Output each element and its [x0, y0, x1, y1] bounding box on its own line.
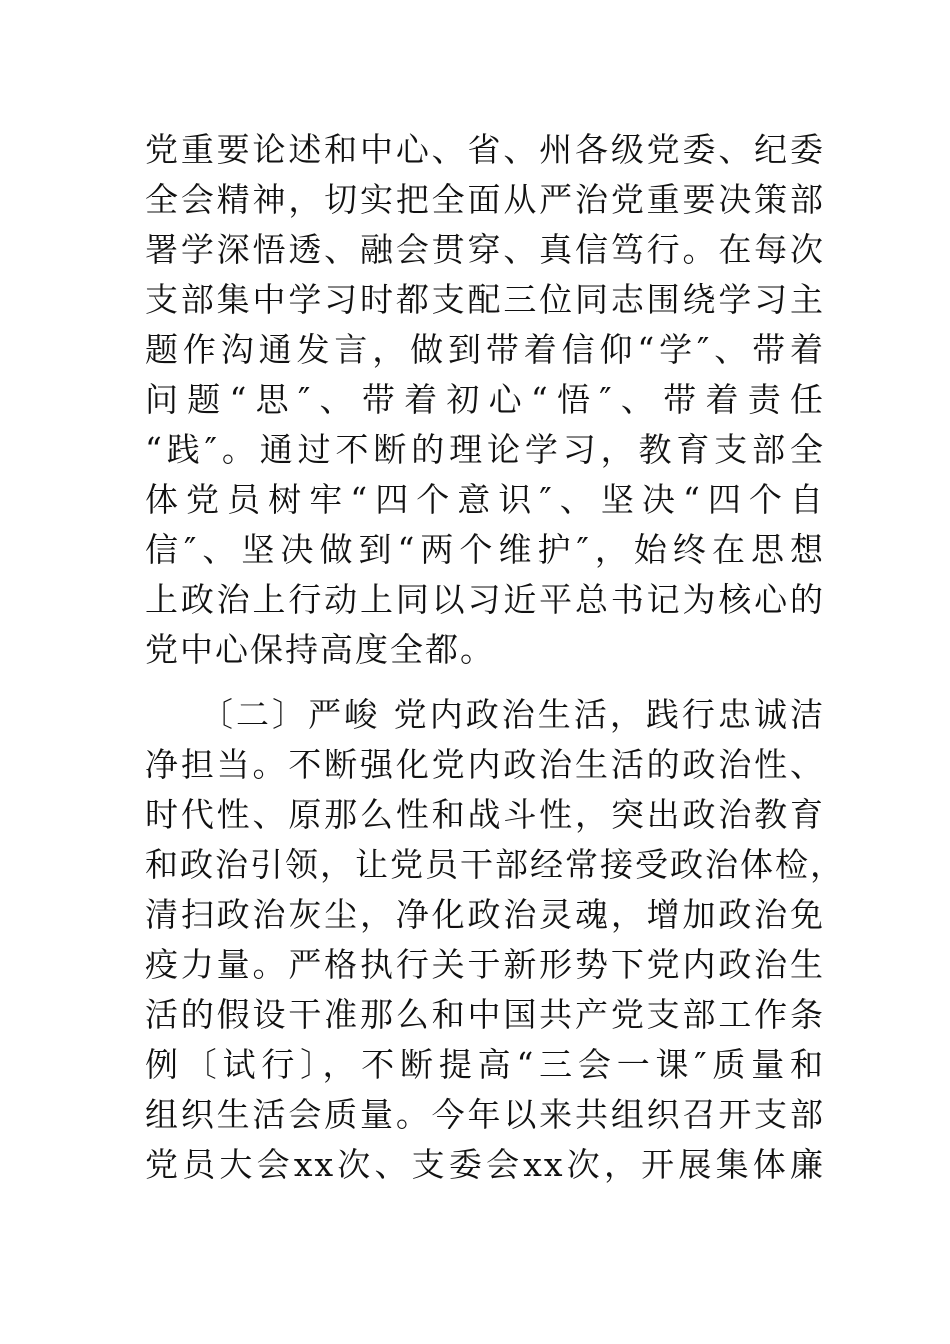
text-line: 信″、坚决做到“两个维护″，始终在思想: [145, 530, 825, 569]
text-line: 活的假设干准那么和中国共产党支部工作条: [145, 995, 825, 1034]
text-line: 党中心保持高度全都。: [145, 630, 495, 669]
text-line: 体党员树牢“四个意识″、坚决“四个自: [145, 480, 825, 519]
text-line: 疫力量。严格执行关于新形势下党内政治生: [145, 945, 825, 984]
text-line: 党重要论述和中心、省、州各级党委、纪委: [145, 130, 825, 169]
text-line: 上政治上行动上同以习近平总书记为核心的: [145, 580, 825, 619]
text-line: 题作沟通发言，做到带着信仰“学″、带着: [145, 330, 825, 369]
text-line: 组织生活会质量。今年以来共组织召开支部: [145, 1095, 825, 1134]
text-line: 〔二〕严峻 党内政治生活，践行忠诚洁: [200, 695, 825, 734]
text-line: 署学深悟透、融会贯穿、真信笃行。在每次: [145, 230, 825, 269]
text-line: 党员大会xx次、支委会xx次，开展集体廉: [145, 1145, 825, 1184]
text-line: 问题“思″、带着初心“悟″、带着责任: [145, 380, 825, 419]
text-line: 支部集中学习时都支配三位同志围绕学习主: [145, 280, 825, 319]
text-line: 清扫政治灰尘，净化政治灵魂，增加政治免: [145, 895, 825, 934]
text-line: “践″。通过不断的理论学习，教育支部全: [145, 430, 825, 469]
text-line: 时代性、原那么性和战斗性，突出政治教育: [145, 795, 825, 834]
text-line: 净担当。不断强化党内政治生活的政治性、: [145, 745, 825, 784]
text-line: 全会精神，切实把全面从严治党重要决策部: [145, 180, 825, 219]
text-line: 和政治引领，让党员干部经常接受政治体检，: [145, 845, 845, 884]
text-line: 例〔试行〕，不断提高“三会一课″质量和: [145, 1045, 825, 1084]
